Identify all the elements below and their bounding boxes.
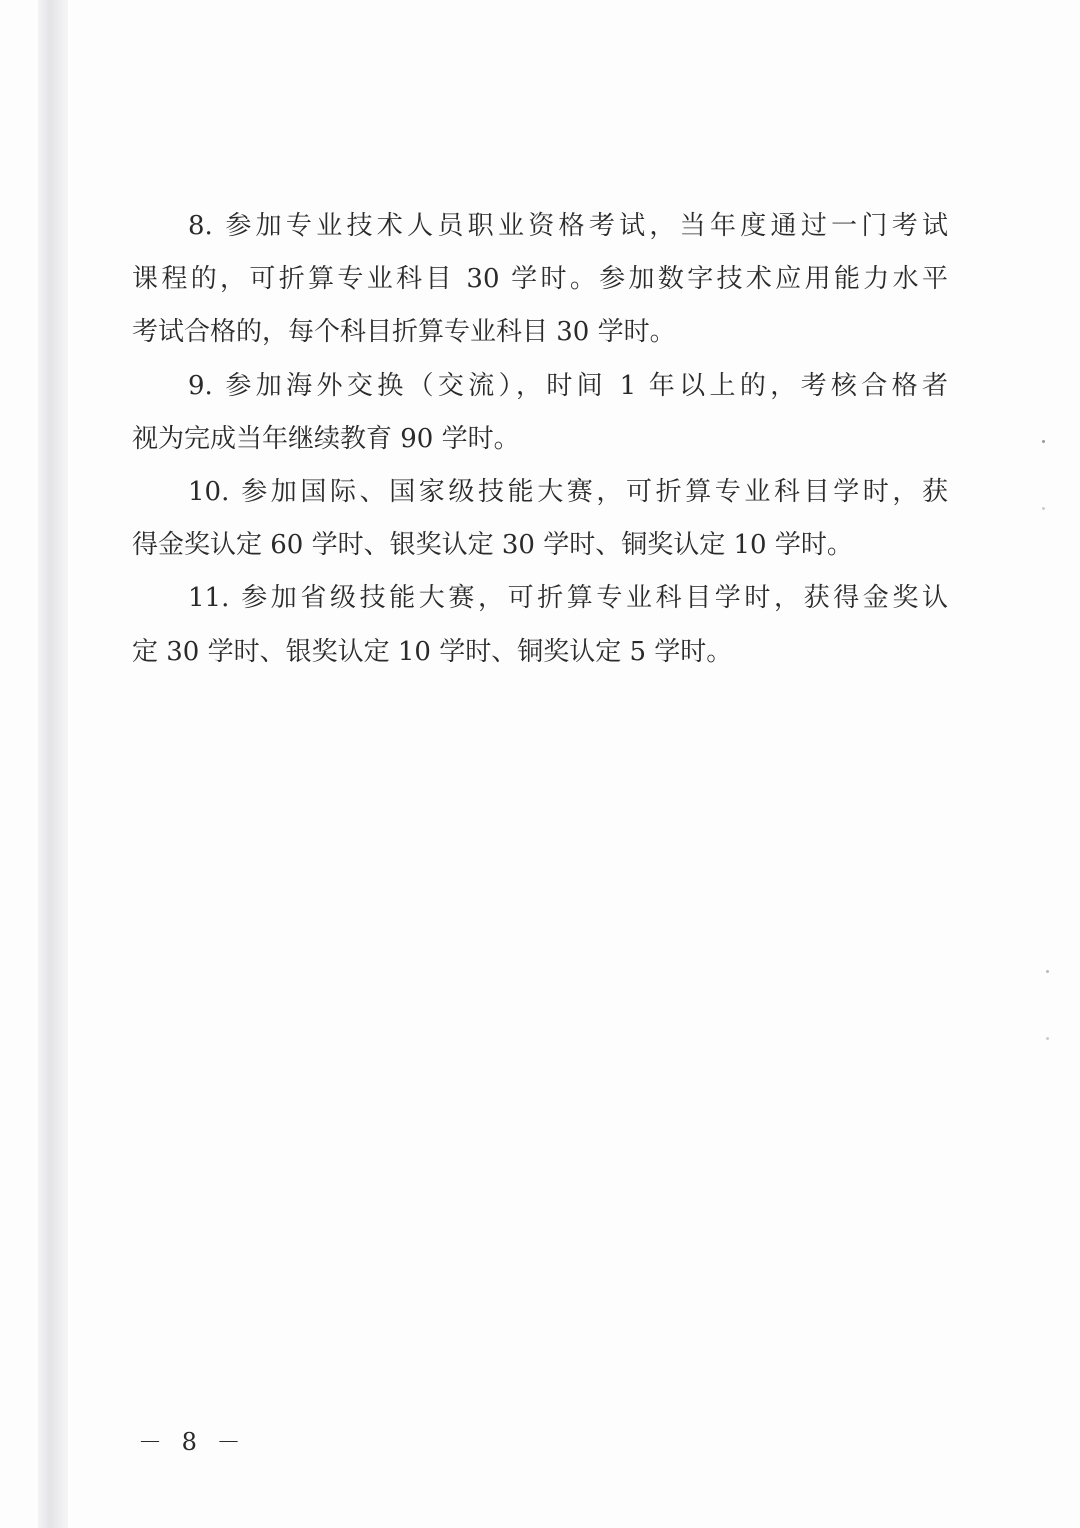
paragraph-8-line-2: 课程的，可折算专业科目 30 学时。参加数字技术应用能力水平: [132, 264, 948, 295]
paragraph-8-line-3: 考试合格的，每个科目折算专业科目 30 学时。: [132, 317, 676, 348]
paragraph-11-line-1: 11. 参加省级技能大赛，可折算专业科目学时，获得金奖认: [188, 583, 948, 614]
paragraph-8-line-1: 8. 参加专业技术人员职业资格考试，当年度通过一门考试: [188, 211, 948, 241]
scan-speck: [1046, 970, 1049, 973]
scan-speck: [1046, 1037, 1049, 1040]
paragraph-11-line-2: 定 30 学时、银奖认定 10 学时、铜奖认定 5 学时。: [132, 636, 733, 667]
scan-speck: [1042, 507, 1045, 510]
scan-speck: [1042, 440, 1045, 443]
paragraph-10-line-2: 得金奖认定 60 学时、银奖认定 30 学时、铜奖认定 10 学时。: [132, 530, 853, 561]
scan-binding-edge: [38, 0, 68, 1528]
document-body: [132, 200, 948, 679]
page-number: － 8 －: [138, 1428, 247, 1456]
paragraph-9-line-2: 视为完成当年继续教育 90 学时。: [132, 423, 520, 454]
paragraph-10-line-1: 10. 参加国际、国家级技能大赛，可折算专业科目学时，获: [188, 476, 948, 507]
paragraph-9-line-1: 9. 参加海外交换（交流），时间 1 年以上的，考核合格者: [188, 370, 948, 401]
